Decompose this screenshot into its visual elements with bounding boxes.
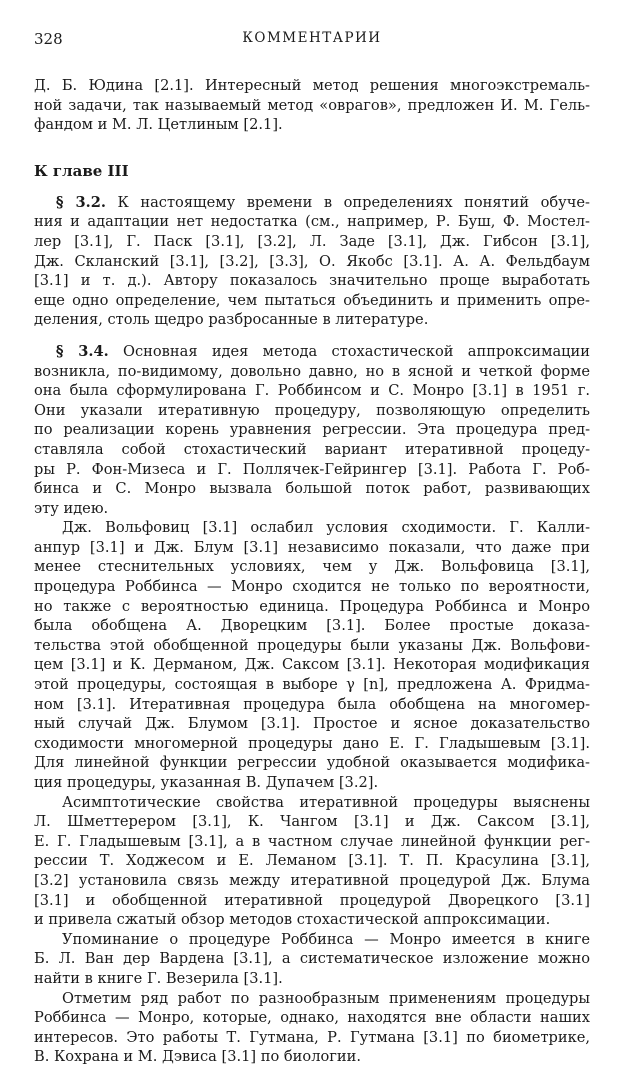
text-line: Е. Г. Гладышевым [3.1], а в частном случае линейной функции рег-	[34, 832, 590, 850]
text-line: ный случай Дж. Блумом [3.1]. Простое и ясное доказательство	[34, 715, 590, 733]
text-fragment: К настоящему времени в определениях понятий обуче-	[105, 193, 590, 211]
text-line: найти в книге Г. Везерила [3.1].	[34, 969, 283, 987]
text-line: Упоминание о процедуре Роббинса — Монро имеется в книге	[62, 930, 590, 948]
text-line: Они указали итеративную процедуру, позволяющую определить	[34, 401, 590, 419]
text-line: Л. Шметтерером [3.1], К. Чангом [3.1] и Дж. Саксом [3.1],	[34, 813, 590, 831]
text-line: Б. Л. Ван дер Вардена [3.1], а систематическое изложение можно	[34, 950, 590, 968]
section-3-2-paragraph	[34, 193, 590, 330]
text-line: ном [3.1]. Итеративная процедура была обобщена на многомер-	[34, 695, 590, 713]
text-line: Для линейной функции регрессии удобной оказывается модифика-	[34, 754, 590, 772]
text-line: лер [3.1], Г. Паск [3.1], [3.2], Л. Заде [3.1], Дж. Гибсон [3.1],	[34, 232, 590, 250]
text-line	[34, 342, 590, 362]
text-line: Асимптотические свойства итеративной процедуры выяснены	[62, 793, 590, 811]
mention-paragraph	[34, 930, 590, 989]
page-header	[34, 30, 590, 52]
text-line: но также с вероятностью единица. Процедура Роббинса и Монро	[34, 597, 590, 615]
section-label: § 3.2.	[55, 193, 106, 211]
text-line: Отметим ряд работ по разнообразным применениям процедуры	[62, 989, 590, 1007]
book-page	[34, 30, 590, 1067]
text-line: менее стеснительных условиях, чем у Дж. Вольфовица [3.1],	[34, 558, 590, 576]
text-line: эту идею.	[34, 499, 109, 517]
text-line: [3.1] и т. д.). Автору показалось значительно проще выработать	[34, 272, 590, 290]
text-line: ния и адаптации нет недостатка (см., например, Р. Буш, Ф. Мостел-	[34, 213, 590, 231]
running-head: КОММЕНТАРИИ	[242, 30, 382, 46]
text-line: [3.2] установила связь между итеративной процедурой Дж. Блума	[34, 871, 590, 889]
text-line: фандом и М. Л. Цетлиным [2.1].	[34, 116, 283, 134]
chapter-heading: К главе III	[34, 161, 129, 180]
intro-paragraph	[34, 76, 590, 135]
text-line: возникла, по-видимому, довольно давно, но в ясной и четкой форме	[34, 362, 590, 380]
applications-paragraph	[34, 989, 590, 1067]
text-line: она была сформулирована Г. Роббинсом и С. Монро [3.1] в 1951 г.	[34, 382, 590, 400]
text-line: сходимости многомерной процедуры дано Е. Г. Гладышевым [3.1].	[34, 734, 590, 752]
text-line: Д. Б. Юдина [2.1]. Интересный метод решения многоэкстремаль-	[34, 77, 590, 94]
text-line: Дж. Скланский [3.1], [3.2], [3.3], О. Якобс [3.1]. А. А. Фельдбаум	[34, 252, 590, 270]
text-line: была обобщена А. Дворецким [3.1]. Более простые доказа-	[34, 617, 590, 635]
text-line: [3.1] и обобщенной итеративной процедурой Дворецкого [3.1]	[34, 891, 590, 909]
text-line: рессии Т. Ходжесом и Е. Леманом [3.1]. Т. П. Красулина [3.1],	[34, 852, 590, 870]
text-line: и привела сжатый обзор методов стохастической аппроксимации.	[34, 911, 551, 929]
text-fragment: Основная идея метода стохастической аппроксимации	[108, 342, 590, 360]
text-line: ставляла собой стохастический вариант итеративной процеду-	[34, 440, 590, 458]
text-line: интересов. Это работы Т. Гутмана, Р. Гутмана [3.1] по биометрике,	[34, 1028, 590, 1046]
text-line: В. Кохрана и М. Дэвиса [3.1] по биологии.	[34, 1048, 361, 1066]
text-line: деления, столь щедро разбросанные в литературе.	[34, 311, 429, 329]
text-line: процедура Роббинса — Монро сходится не только по вероятности,	[34, 578, 590, 596]
text-line: тельства этой обобщенной процедуры были указаны Дж. Вольфови-	[34, 636, 590, 654]
section-3-4-paragraph	[34, 342, 590, 518]
asymptotic-paragraph	[34, 793, 590, 930]
text-line: этой процедуры, состоящая в выборе γ [n], предложена А. Фридма-	[34, 676, 590, 694]
page-number: 328	[34, 30, 63, 48]
text-line: ры Р. Фон-Мизеса и Г. Поллячек-Гейрингер [3.1]. Работа Г. Роб-	[34, 460, 590, 478]
text-line	[34, 193, 590, 213]
text-line: Роббинса — Монро, которые, однако, находятся вне области наших	[34, 1009, 590, 1027]
section-label: § 3.4.	[55, 342, 109, 360]
text-line: Дж. Вольфовиц [3.1] ослабил условия сходимости. Г. Калли-	[62, 519, 590, 537]
text-line: анпур [3.1] и Дж. Блум [3.1] независимо показали, что даже при	[34, 538, 590, 556]
wolfowitz-paragraph	[34, 518, 590, 792]
text-line: цем [3.1] и К. Дерманом, Дж. Саксом [3.1]. Некоторая модификация	[34, 656, 590, 674]
text-line: бинса и С. Монро вызвала большой поток работ, развивающих	[34, 480, 590, 498]
text-line: ной задачи, так называемый метод «оврагов», предложен И. М. Гель-	[34, 96, 590, 114]
text-line: по реализации корень уравнения регрессии. Эта процедура пред-	[34, 421, 590, 439]
text-line: ция процедуры, указанная В. Дупачем [3.2].	[34, 774, 379, 791]
text-line: еще одно определение, чем пытаться объединить и применить опре-	[34, 291, 590, 309]
